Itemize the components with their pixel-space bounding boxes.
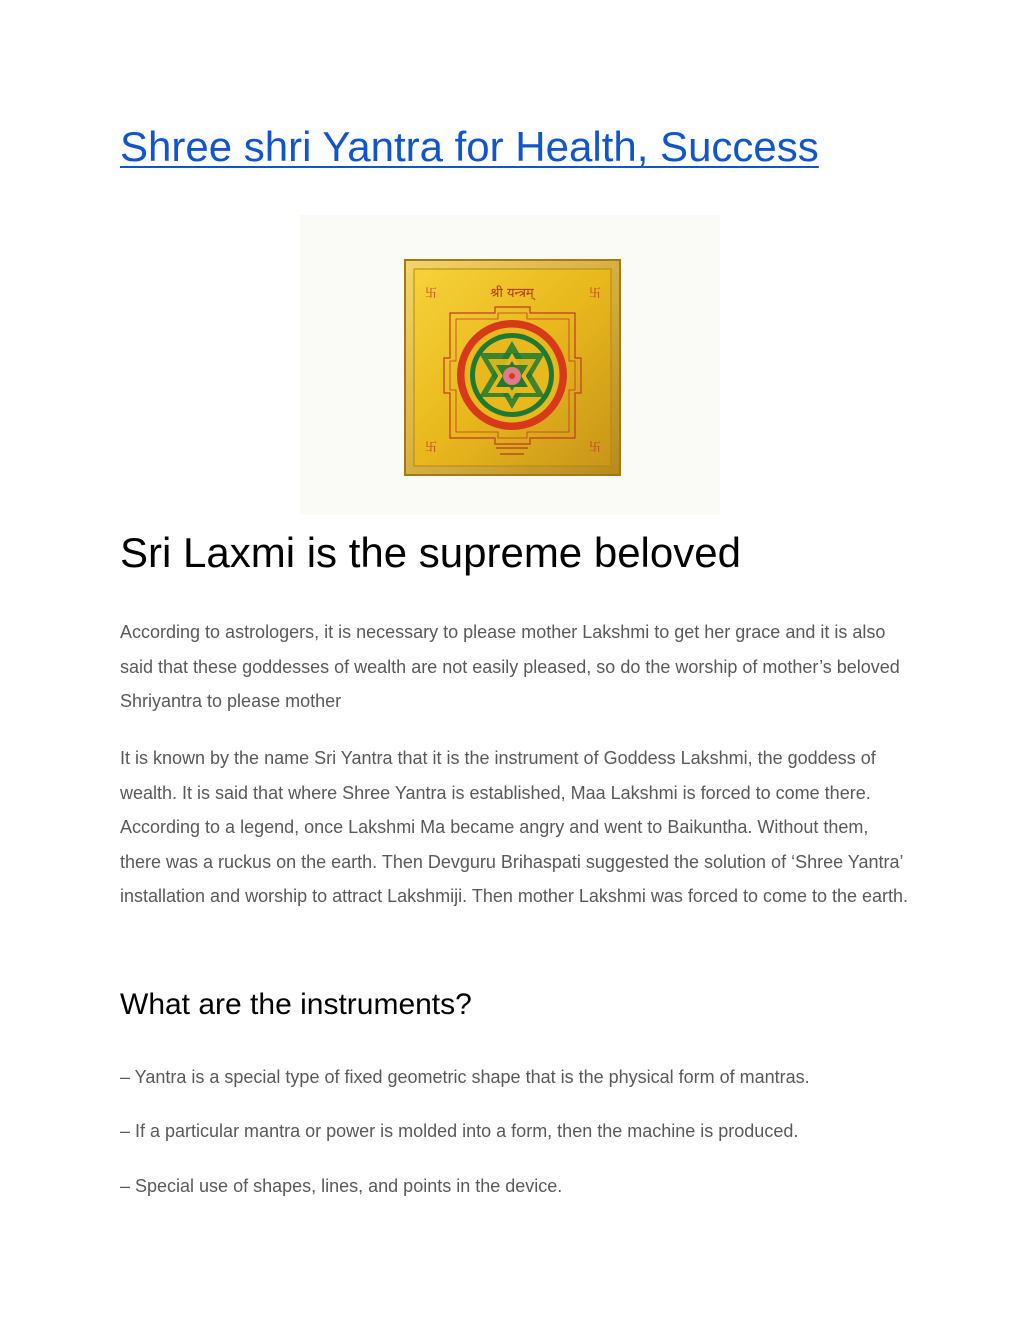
list-item: – If a particular mantra or power is molded into a form, then the machine is produced.	[120, 1121, 799, 1141]
bottom-text-line-2	[500, 453, 524, 455]
paragraph-legend: It is known by the name Sri Yantra that it is the instrument of Goddess Lakshmi, the goddess of wealth. It is said that where Shree Yantra is established, Maa Lakshmi is forced to come there. According to a legend, once Lakshmi Ma became angry and went to Baikuntha. Without them, there was a ruckus on the earth. Then Devguru Brihaspati suggested the solution of ‘Shree Yantra’ installation and worship to attract Lakshmiji. Then mother Lakshmi was forced to come to the earth.	[120, 748, 909, 906]
list-item: – Yantra is a special type of fixed geometric shape that is the physical form of mantras.	[120, 1067, 810, 1087]
heading-instruments: What are the instruments?	[120, 988, 472, 1021]
sri-yantra-graphic	[300, 215, 720, 515]
bottom-text-line-1	[496, 447, 528, 449]
list-item: – Special use of shapes, lines, and points in the device.	[120, 1176, 563, 1196]
bindu-dot	[509, 373, 515, 379]
corner-swastika-bottom-right: 卐	[588, 440, 602, 454]
corner-swastika-bottom-left: 卐	[424, 440, 438, 454]
yantra-top-text: श्री यन्त्रम्	[490, 286, 534, 301]
corner-swastika-top-right: 卐	[588, 286, 602, 300]
paragraph-astrologers: According to astrologers, it is necessary to please mother Lakshmi to get her grace and it is also said that these goddesses of wealth are not easily pleased, so do the worship of mother’s beloved Shriyantra to please mother	[120, 622, 900, 711]
title-link[interactable]: Shree shri Yantra for Health, Success	[120, 123, 819, 170]
sri-yantra-image	[300, 215, 720, 515]
corner-swastika-top-left: 卐	[424, 286, 438, 300]
heading-supreme-beloved: Sri Laxmi is the supreme beloved	[120, 529, 741, 576]
